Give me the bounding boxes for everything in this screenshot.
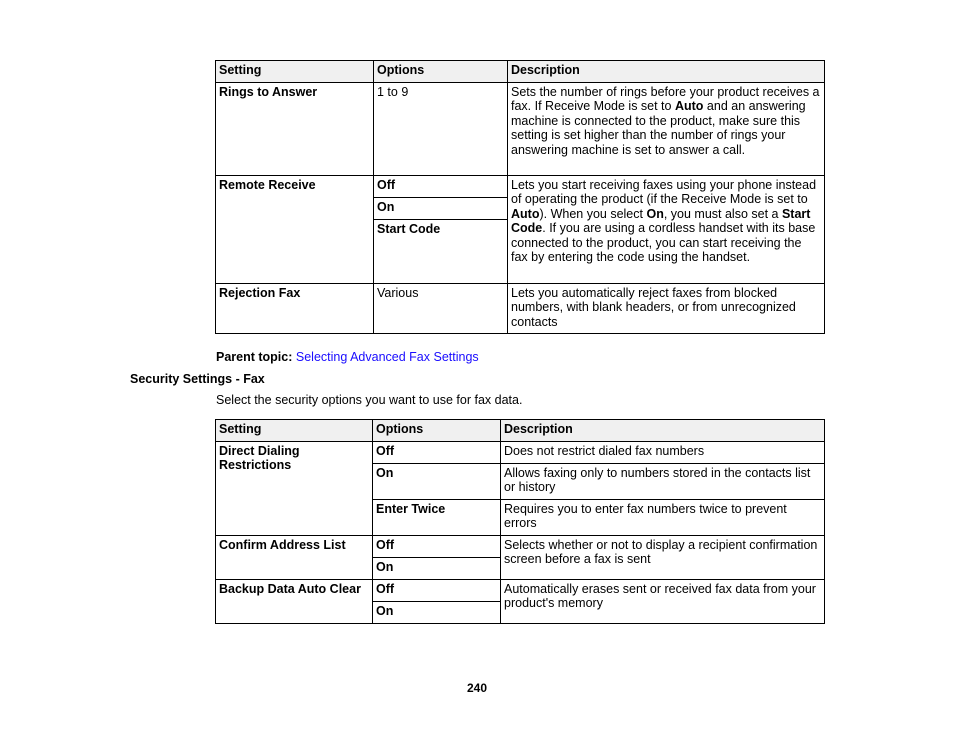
option-cell: On xyxy=(373,464,501,500)
parent-topic xyxy=(216,350,479,365)
setting-cell: Remote Receive xyxy=(216,176,374,284)
option-cell: Off xyxy=(373,442,501,464)
fax-receive-settings-table xyxy=(215,60,825,334)
table-header-row xyxy=(216,61,825,83)
option-cell: Off xyxy=(373,536,501,558)
option-cell: Off xyxy=(373,580,501,602)
table-row xyxy=(216,442,825,464)
parent-topic-link[interactable]: Selecting Advanced Fax Settings xyxy=(295,350,479,364)
header-setting: Setting xyxy=(216,61,374,83)
security-settings-table xyxy=(215,419,825,624)
section-heading: Security Settings - Fax xyxy=(130,372,265,386)
option-cell: On xyxy=(373,558,501,580)
table-row xyxy=(216,83,825,176)
header-description: Description xyxy=(508,61,825,83)
description-cell: Lets you automatically reject faxes from blocked numbers, with blank headers, or from unrecognized contacts xyxy=(508,284,825,334)
setting-cell: Backup Data Auto Clear xyxy=(216,580,373,624)
table-row xyxy=(216,176,825,198)
description-cell: Does not restrict dialed fax numbers xyxy=(501,442,825,464)
option-cell: On xyxy=(374,198,508,220)
description-cell: Sets the number of rings before your product receives a fax. If Receive Mode is set to Auto and an answering machine is connected to the product, make sure this setting is set higher than the number of rings your answering machine is set to answer a call. xyxy=(508,83,825,176)
description-cell: Lets you start receiving faxes using your phone instead of operating the product (if the Receive Mode is set to Auto). When you select On, you must also set a Start Code. If you are using a cordless handset with its base connected to the product, you can start receiving the fax by entering the code using the handset. xyxy=(508,176,825,284)
table-row xyxy=(216,284,825,334)
section-intro: Select the security options you want to use for fax data. xyxy=(216,393,523,407)
description-cell: Selects whether or not to display a recipient confirmation screen before a fax is sent xyxy=(501,536,825,580)
description-cell: Requires you to enter fax numbers twice to prevent errors xyxy=(501,500,825,536)
setting-cell: Rejection Fax xyxy=(216,284,374,334)
setting-cell: Rings to Answer xyxy=(216,83,374,176)
table-header-row xyxy=(216,420,825,442)
header-options: Options xyxy=(374,61,508,83)
option-cell: On xyxy=(373,602,501,624)
option-cell: Off xyxy=(374,176,508,198)
header-options: Options xyxy=(373,420,501,442)
description-cell: Automatically erases sent or received fax data from your product's memory xyxy=(501,580,825,624)
setting-cell: Direct Dialing Restrictions xyxy=(216,442,373,536)
page-number: 240 xyxy=(466,681,488,695)
description-cell: Allows faxing only to numbers stored in the contacts list or history xyxy=(501,464,825,500)
option-cell: 1 to 9 xyxy=(374,83,508,176)
option-cell: Various xyxy=(374,284,508,334)
table-row xyxy=(216,580,825,602)
parent-topic-label: Parent topic: xyxy=(216,350,293,364)
header-setting: Setting xyxy=(216,420,373,442)
setting-cell: Confirm Address List xyxy=(216,536,373,580)
table-row xyxy=(216,536,825,558)
option-cell: Enter Twice xyxy=(373,500,501,536)
option-cell: Start Code xyxy=(374,220,508,284)
header-description: Description xyxy=(501,420,825,442)
